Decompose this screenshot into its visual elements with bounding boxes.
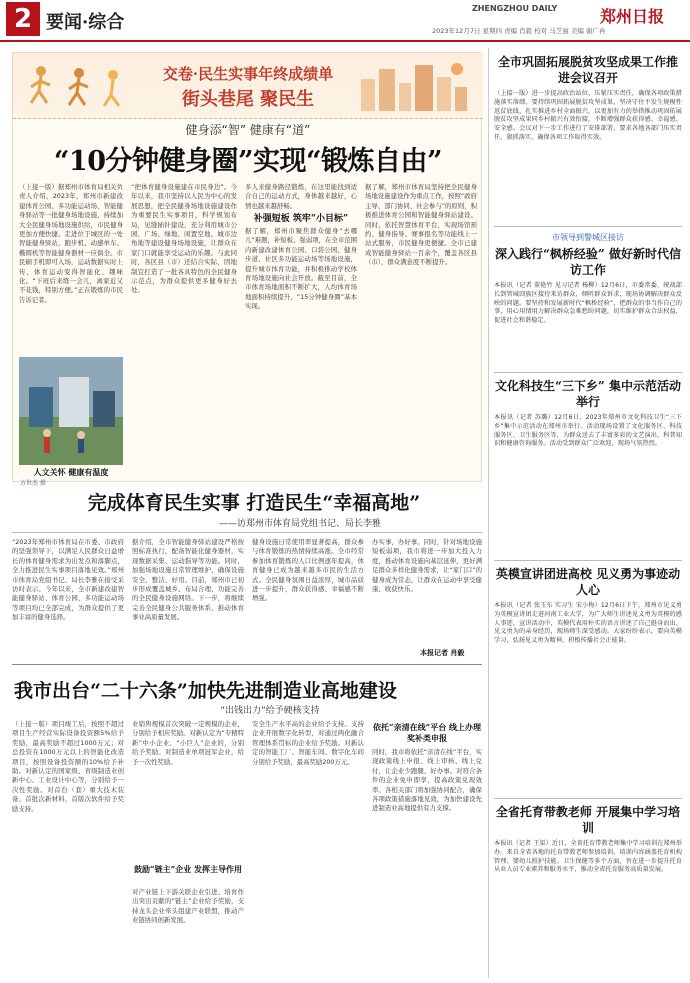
topic-column-4: 据了解，郑州市体育局坚持把全民健身场地设施建设作为重点工作，按照“政府主导、部门协同、社会参与”的原则，积极推进体育公园和智能健身驿站建设。同时，依托智慧体育平台，实现场馆预约、健身指导、赛事报名等功能线上一站式服务，市民健身更便捷。全市已建成智能健身驿站一百余个，覆盖各区县（市），群众满意度不断提升。 bbox=[365, 183, 477, 267]
topic-column-3b: 据了解，郑州市聚焦群众健身“去哪儿”难题，补短板、强弱项，在全市范围内新建改建体育公园、口袋公园、健身步道、社区多功能运动场等场地设施，提升城市体育功能，并积极推动学校体育场地设施向社会开放。截至目前，全市体育场地面积不断扩大，人均体育场地面积持续提升，“15分钟健身圈”基本实现。 bbox=[245, 227, 357, 311]
article2-column-3: 健身设施日常使用率显著提高，群众参与体育锻炼的热情持续高涨。全市经常参加体育锻炼的人口比例逐年提高，体育健身已成为越来越多市民的生活方式。全民健身氛围日益浓厚，城市品质进一步提升，群众获得感、幸福感不断增强。 bbox=[252, 538, 364, 603]
column-divider bbox=[488, 48, 489, 978]
right-article2-kicker: 市领导到警城区接访 bbox=[552, 233, 624, 242]
divider bbox=[12, 664, 482, 665]
right-article5-headline: 全省托育带教老师 开展集中学习培训 bbox=[495, 805, 681, 835]
topic-column-2: “把体育健身设施建在市民身边”。今年以来，我市坚持以人民为中心的发展思想，把全民健身场地设施建设作为重要民生实事项目，科学规划布局，见缝插针建设，充分利用城市公园、广场、绿地、闲置空地、城市边角地等建设健身场地设施，让群众在家门口就能享受运动的乐趣。与此同时，各区县（市）还结合实际，因地制宜打造了一批各具特色的全民健身示范点，为群众提供更多健身好去处。 bbox=[131, 183, 237, 295]
divider bbox=[494, 798, 682, 799]
divider bbox=[494, 372, 682, 373]
article2-subhead: ——访郑州市体育局党组书记、局长李雅 bbox=[218, 519, 381, 529]
right-article2-body: 本报讯（记者 董艳竹 见习记者 杨柳）12月6日，市委常委、统战部长到管城回族区接待来访群众，倾听群众诉求，现场协调解决群众反映的问题。要坚持和发展新时代“枫桥经验”，把群众的事当作自己的事，用心用情用力解决群众急难愁盼问题，切实维护群众合法权益，促进社会和谐稳定。 bbox=[494, 282, 682, 325]
right-article2-headline: 深入践行“枫桥经验” 做好新时代信访工作 bbox=[495, 247, 681, 277]
banner-subtitle: 街头巷尾 聚民生 bbox=[181, 89, 315, 110]
section-title: 要闻·综合 bbox=[46, 12, 125, 33]
right-article3-headline: 文化科技生“三下乡” 集中示范活动举行 bbox=[495, 379, 681, 409]
article2-headline: 完成体育民生实事 打造民生“幸福高地” bbox=[87, 492, 421, 514]
banner-title: 交卷·民生实事年终成绩单 bbox=[162, 65, 334, 83]
photo-byline: 方世杰 摄 bbox=[20, 480, 46, 487]
topic-subhead: 补强短板 筑牢“小目标” bbox=[253, 214, 349, 224]
article2-byline: 本报记者 肖毅 bbox=[420, 649, 465, 657]
fitness-photo bbox=[19, 357, 123, 465]
article3-column-2: 业销售规模首次突破一定规模的企业，分别给予相应奖励。对新认定为“专精特新”中小企业、“小巨人”企业的，分别给予奖励。对制造业单项冠军企业，给予一次性奖励。 bbox=[132, 720, 244, 766]
article2-column-4: 办实事，办好事。同时，针对场地设施短板弱项，我市将进一步加大投入力度，推动体育设施向基层延伸，更好满足群众多样化健身需求，让“家门口”的健身成为常态，让群众在运动中享受健康、收获快乐。 bbox=[372, 538, 482, 594]
topic-headline: “10分钟健身圈”实现“锻炼自由” bbox=[53, 146, 443, 177]
right-article1-body: （上接一版）进一步提高政治站位，压紧压实责任，确保各项政策措施落实落细。要持续巩固拓展脱贫攻坚成果，坚决守住不发生规模性返贫底线，扎实推进乡村全面振兴，以更加有力的举措推动巩固拓展脱贫攻坚成果同乡村振兴有效衔接，不断增强群众获得感、幸福感、安全感。会议对下一步工作进行了安排部署，要求各地各部门压实责任，狠抓落实，确保各项工作取得实效。 bbox=[494, 90, 682, 141]
right-article5-body: 本报讯（记者 王渠）近日，全省托育带教老师集中学习培训在郑州举办。来自全省各地的托育带教老师参加培训。培训内容涵盖托育机构管理、婴幼儿照护技能、卫生保健等多个方面，旨在进一步提升托育从业人员专业素养和服务水平，推动全省托育服务高质量发展。 bbox=[494, 840, 682, 874]
page-number: 2 bbox=[6, 2, 40, 36]
divider bbox=[494, 226, 682, 227]
topic-column-1: （上接一版）据郑州市体育局相关负责人介绍，2023年，郑州市新建改建体育公园、多功能运动场、智能健身驿站等一批健身场地设施，持续加大全民健身场地设施供给，市民健身更加方便快捷。走进位于城区的一处智能健身驿站，跑步机、动感单车、椭圆机等智能健身器材一应俱全。市民刷手机即可入场，运动数据实时上传，体育运动变得智能化、趣味化。“下班后来练一会儿，离家近又不花钱，特别方便。”正在锻炼的市民告诉记者。 bbox=[19, 183, 123, 304]
right-article4-headline: 英模宣讲团进高校 见义勇为事迹动人心 bbox=[495, 567, 681, 597]
dateline: 2023年12月7日 星期四 责编 肖毅 校对 马芝丽 美编 谢广冉 bbox=[432, 27, 606, 35]
article3-section-head-2: 依托“亲清在线”平台 线上办理奖补类申报 bbox=[373, 722, 481, 743]
article3-column-3: 安全生产水平高的企业给予支持。支持企业开展数字化转型，对通过两化融合管理体系贯标的企业给予奖励。对新认定的智能工厂、智能车间、数字化车间分别给予奖励，最高奖励200万元。 bbox=[252, 720, 364, 766]
topic-column-3: 多人来健身路径锻炼，在这里能找到适合自己的运动方式，身体越来越好，心情也越来越舒畅。 bbox=[245, 183, 357, 210]
article3-headline: 我市出台“二十六条”加快先进制造业高地建设 bbox=[14, 680, 397, 702]
divider bbox=[12, 532, 482, 533]
right-article3-body: 本报讯（记者 苏璐）12月6日，2023年郑州市文化科技卫生“三下乡”集中示范活动在郑州市举行。活动现场设置了文化服务区、科技服务区、卫生服务区等，为群众送去了丰富多彩的文艺演出、科普知识和健康咨询服务。活动受到群众广泛欢迎，现场气氛热烈。 bbox=[494, 414, 682, 448]
article3-column-2b: 对产业链上下游关联企业引进、培育作出突出贡献的“链主”企业给予奖励，支持龙头企业牵头组建产业联盟，推动产业链协同创新发展。 bbox=[132, 888, 244, 925]
brand-logo: 郑州日报 bbox=[600, 7, 665, 26]
article3-column-4: 同时，我市将依托“亲清在线”平台，实现政策线上申报、线上审核、线上兑付，让企业少跑腿、好办事。对符合条件的企业免申即享，提高政策兑现效率。各相关部门将加强协同配合，确保各项政策措施落地见效，为加快建设先进制造业高地提供有力支撑。 bbox=[372, 748, 482, 813]
article3-subhead: “出钱出力”给予硬核支持 bbox=[220, 706, 320, 716]
masthead bbox=[0, 0, 690, 42]
article2-column-2: 据介绍，全市智能健身驿站建设严格按照标准执行，配备智能化健身器材，实现数据采集、运动指导等功能。同时，加强场地设施日常管理维护，确保设施安全、整洁、好用。目前，郑州市已初步形成覆盖城乡、布局合理、功能完善的全民健身设施网络。下一步，将继续完善全民健身公共服务体系，推动体育事业高质量发展。 bbox=[132, 538, 244, 622]
article2-column-1: “2023年郑州市体育局在市委、市政府的坚强领导下，以满足人民群众日益增长的体育健身需求为出发点和落脚点，全力推进民生实事项目落地见效。”郑州市体育局党组书记、局长李雅在接受采访时表示。今年以来，全市新建改建智能健身驿站、体育公园、多功能运动场等项目均已全部完成，为群众提供了更加丰富的健身选择。 bbox=[12, 538, 124, 622]
brand-english: ZHENGZHOU DAILY bbox=[472, 4, 558, 13]
photo-caption: 人文关怀 健康有温度 bbox=[33, 467, 109, 477]
right-article1-headline: 全市巩固拓展脱贫攻坚成果工作推进会议召开 bbox=[497, 55, 678, 85]
divider bbox=[494, 560, 682, 561]
special-topic-box bbox=[12, 52, 482, 482]
right-article4-body: 本报讯（记者 张玉东 实习生 宋小梅）12月6日下午，郑州市见义勇为英模宣讲团走进河南工业大学，为广大师生讲述见义勇为英模的感人事迹。宣讲活动中，英模代表用朴实的语言讲述了自己挺身而出、见义勇为的亲身经历，现场师生深受感动。大家纷纷表示，要向英模学习，弘扬见义勇为精神，积极传播社会正能量。 bbox=[494, 602, 682, 645]
article3-section-head: 鼓励“链主”企业 发挥主导作用 bbox=[134, 864, 242, 874]
article3-column-1: （上接一版）项目竣工后，按照不超过项目生产经营实际设备投资额5%给予奖励，最高奖励不超过1000万元；对总投资在1000万元以上的智能化改造项目，按照设备投资额的10%给予补助。对新认定的国家级、省级制造业创新中心、工业设计中心等，分别给予一次性奖励。对首台（套）重大技术装备、首批次新材料、首版次软件给予奖励支持。 bbox=[12, 720, 124, 813]
topic-banner bbox=[13, 53, 483, 119]
topic-kicker: 健身添“智” 健康有“道” bbox=[185, 123, 311, 137]
